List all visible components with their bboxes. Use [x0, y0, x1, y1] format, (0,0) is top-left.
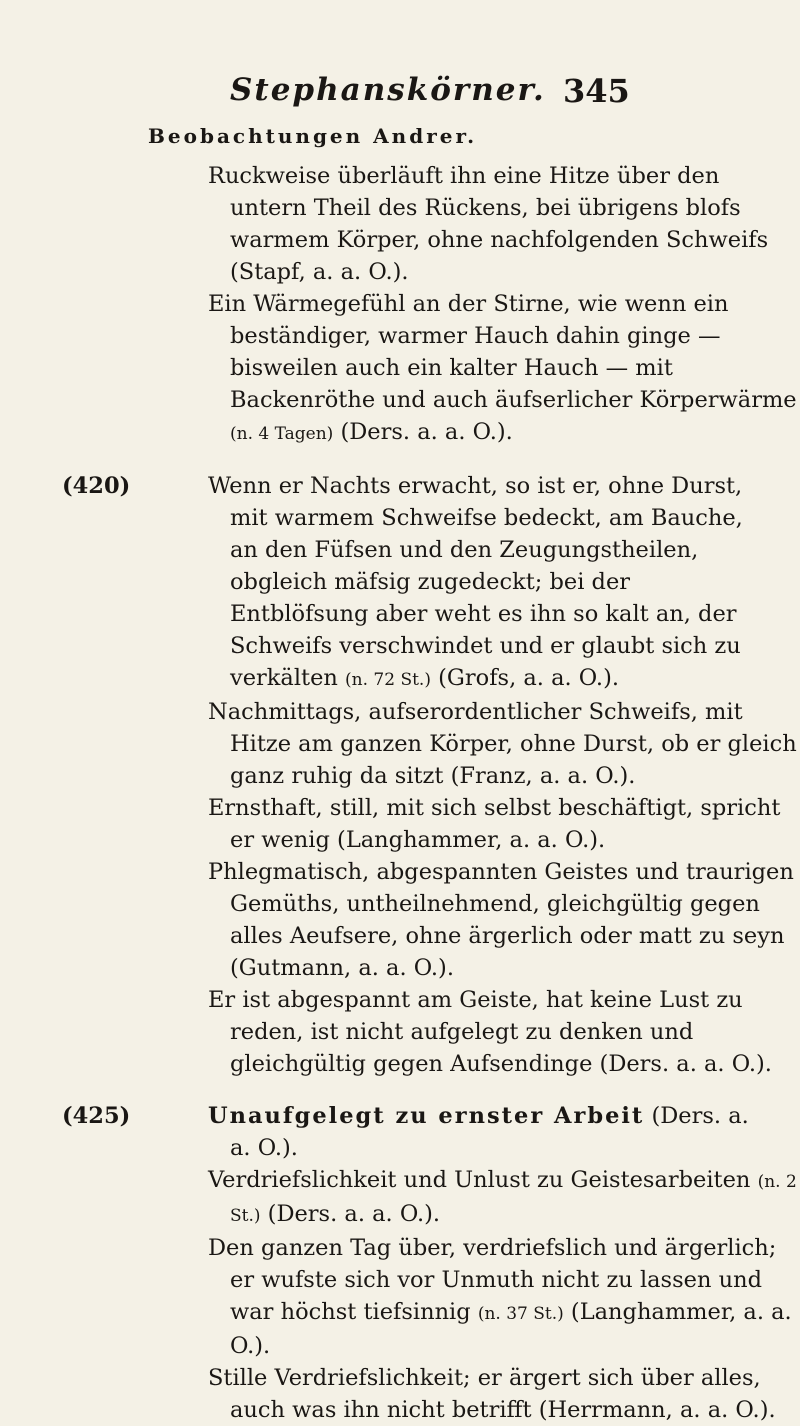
symptom-entry: Er ist abgespannt am Geiste, hat keine Lust zu reden, ist nicht aufgelegt zu denken und gleichgültig gegen Aufsendinge (Ders. a. a. O.).	[208, 987, 772, 1077]
symptom-entry: Verdriefslichkeit und Unlust zu Geistesarbeiten (n. 2 St.) (Ders. a. a. O.).	[208, 1167, 797, 1227]
symptom-entry: (420) Wenn er Nachts erwacht, so ist er, ohne Durst, mit warmem Schweifse bedeckt, am Bauche, an den Füfsen und den Zeugungstheilen, obgleich mäfsig zugedeckt; bei der Entblöfsung aber weht es ihn so kalt an, der Schweifs verschwindet und er glaubt sich zu verkälten (n. 72 St.) (Grofs, a. a. O.).	[0, 470, 760, 696]
page-header	[0, 72, 800, 112]
symptom-entry: Nachmittags, aufserordentlicher Schweifs, mit Hitze am ganzen Körper, ohne Durst, ob er gleich ganz ruhig da sitzt (Franz, a. a. O.).	[208, 699, 797, 789]
symptom-entry: Den ganzen Tag über, verdriefslich und ärgerlich; er wufste sich vor Unmuth nicht zu lassen und war höchst tiefsinnig (n. 37 St.) (Langhammer, a. a. O.).	[208, 1235, 792, 1359]
symptom-entry: (425) Unaufgelegt zu ernster Arbeit (Ders. a. a. O.).	[0, 1100, 760, 1164]
entry-number: (425)	[62, 1103, 131, 1129]
section-title: Beobachtungen Andrer.	[148, 124, 478, 148]
symptom-entry: Phlegmatisch, abgespannten Geistes und traurigen Gemüths, untheilnehmend, gleichgültig gegen alles Aeufsere, ohne ärgerlich oder matt zu seyn (Gutmann, a. a. O.).	[208, 859, 794, 981]
running-title: Stephanskörner.	[230, 72, 546, 108]
symptom-entry: Stille Verdriefslichkeit; er ärgert sich über alles, auch was ihn nicht betrifft (Herrmann, a. a. O.).	[208, 1365, 776, 1423]
symptom-entry: Ernsthaft, still, mit sich selbst beschäftigt, spricht er wenig (Langhammer, a. a. O.).	[208, 795, 781, 853]
symptom-list	[0, 160, 800, 1426]
page-number: 345	[563, 72, 630, 110]
entry-number: (420)	[62, 473, 131, 499]
symptom-entry: Ein Wärmegefühl an der Stirne, wie wenn ein beständiger, warmer Hauch dahin ginge — bisweilen auch ein kalter Hauch — mit Backenröthe und auch äufserlicher Körperwärme (n. 4 Tagen) (Ders. a. a. O.).	[208, 291, 797, 445]
symptom-entry: Ruckweise überläuft ihn eine Hitze über den untern Theil des Rückens, bei übrigens blofs warmem Körper, ohne nachfolgenden Schweifs (Stapf, a. a. O.).	[208, 163, 769, 285]
